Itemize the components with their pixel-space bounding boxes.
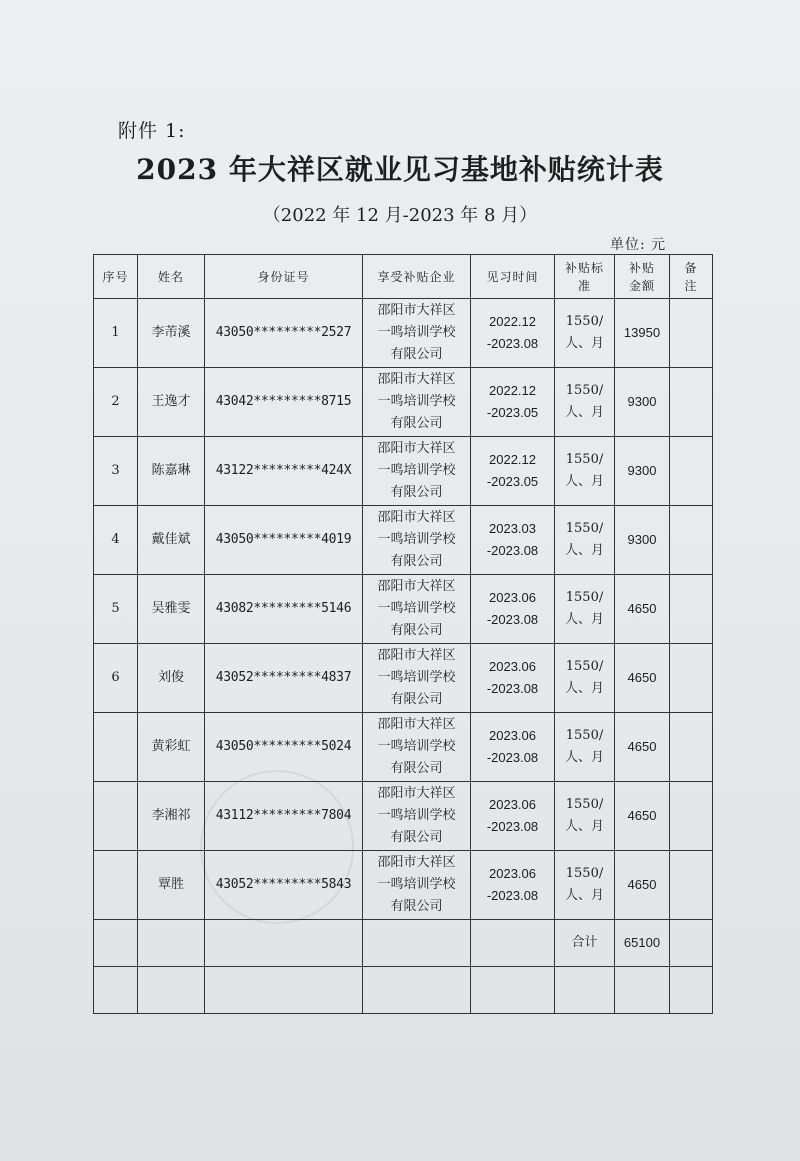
header-amount-line2: 金额 [628,278,655,293]
cell-company [363,851,471,920]
company-line1: 邵阳市大祥区 [377,648,456,663]
blank-row [94,967,713,1014]
period-start: 2022.12 [489,383,536,398]
cell-name: 王逸才 [138,368,205,437]
period-start: 2023.03 [489,521,536,536]
cell-remark [670,782,713,851]
period-end: -2023.08 [486,681,539,696]
cell-remark [670,644,713,713]
cell-standard [555,782,615,851]
standard-line2: 人、月 [564,336,604,351]
cell-seq [94,851,138,920]
table-row [94,299,713,368]
period-end: -2023.08 [486,543,539,558]
company-line2: 一鸣培训学校 [377,463,456,478]
cell-amount: 9300 [615,368,670,437]
cell-company [363,506,471,575]
company-line2: 一鸣培训学校 [377,739,456,754]
cell-company [363,713,471,782]
header-standard [555,255,615,299]
standard-line2: 人、月 [564,612,604,627]
document-subtitle: （2022 年 12 月-2023 年 8 月） [262,205,538,226]
cell-remark [670,575,713,644]
cell-empty [363,920,471,967]
cell-empty [205,920,363,967]
cell-name: 陈嘉琳 [138,437,205,506]
cell-empty [138,920,205,967]
header-amount [615,255,670,299]
cell-standard [555,713,615,782]
header-remark [670,255,713,299]
cell-amount: 13950 [615,299,670,368]
period-start: 2023.06 [489,728,536,743]
cell-standard [555,299,615,368]
cell-amount: 4650 [615,644,670,713]
cell-standard [555,644,615,713]
cell-id: 43050*********4019 [205,506,363,575]
standard-line2: 人、月 [564,543,604,558]
cell-period [471,782,555,851]
company-line1: 邵阳市大祥区 [377,717,456,732]
company-line2: 一鸣培训学校 [377,394,456,409]
cell-remark [670,368,713,437]
cell-remark [670,713,713,782]
total-row [94,920,713,967]
cell-id: 43052*********4837 [205,644,363,713]
header-name: 姓名 [138,255,205,299]
cell-amount: 4650 [615,713,670,782]
cell-amount: 4650 [615,851,670,920]
cell-company [363,299,471,368]
company-line1: 邵阳市大祥区 [377,786,456,801]
company-line3: 有限公司 [390,830,443,845]
company-line3: 有限公司 [390,899,443,914]
standard-line1: 1550/ [565,452,604,467]
header-remark-line2: 注 [684,278,698,293]
cell-empty [138,967,205,1014]
company-line2: 一鸣培训学校 [377,325,456,340]
standard-line2: 人、月 [564,405,604,420]
company-line2: 一鸣培训学校 [377,532,456,547]
cell-standard [555,437,615,506]
cell-empty [94,920,138,967]
cell-empty [471,920,555,967]
cell-standard [555,575,615,644]
cell-standard [555,368,615,437]
cell-standard [555,851,615,920]
cell-period [471,299,555,368]
period-start: 2022.12 [489,314,536,329]
standard-line2: 人、月 [564,819,604,834]
attachment-label: 附件 1: [118,120,186,142]
total-label: 合计 [555,920,615,967]
total-value: 65100 [615,920,670,967]
cell-id: 43042*********8715 [205,368,363,437]
company-line1: 邵阳市大祥区 [377,441,456,456]
cell-amount: 4650 [615,782,670,851]
period-start: 2022.12 [489,452,536,467]
cell-period [471,713,555,782]
cell-name: 吴雅雯 [138,575,205,644]
table-row [94,506,713,575]
header-company: 享受补贴企业 [363,255,471,299]
company-line1: 邵阳市大祥区 [377,510,456,525]
header-period: 见习时间 [471,255,555,299]
company-line3: 有限公司 [390,692,443,707]
company-line3: 有限公司 [390,485,443,500]
cell-name: 覃胜 [138,851,205,920]
standard-line1: 1550/ [565,314,604,329]
cell-amount: 9300 [615,506,670,575]
cell-id: 43052*********5843 [205,851,363,920]
cell-id: 43050*********5024 [205,713,363,782]
cell-id: 43050*********2527 [205,299,363,368]
header-standard-line1: 补贴标 [564,260,604,275]
cell-empty [94,967,138,1014]
standard-line1: 1550/ [565,866,604,881]
standard-line1: 1550/ [565,521,604,536]
cell-seq: 5 [94,575,138,644]
standard-line1: 1550/ [565,659,604,674]
cell-remark [670,437,713,506]
cell-period [471,506,555,575]
cell-empty [615,967,670,1014]
period-end: -2023.08 [486,750,539,765]
period-end: -2023.08 [486,336,539,351]
cell-name: 黄彩虹 [138,713,205,782]
company-line3: 有限公司 [390,761,443,776]
company-line3: 有限公司 [390,416,443,431]
standard-line2: 人、月 [564,750,604,765]
cell-empty [363,967,471,1014]
cell-company [363,575,471,644]
cell-remark [670,851,713,920]
standard-line2: 人、月 [564,474,604,489]
company-line1: 邵阳市大祥区 [377,855,456,870]
header-remark-line1: 备 [684,260,698,275]
cell-name: 李芾溪 [138,299,205,368]
table-row [94,851,713,920]
period-start: 2023.06 [489,866,536,881]
cell-name: 李湘祁 [138,782,205,851]
company-line2: 一鸣培训学校 [377,670,456,685]
company-line3: 有限公司 [390,554,443,569]
company-line2: 一鸣培训学校 [377,877,456,892]
table-row [94,368,713,437]
company-line3: 有限公司 [390,623,443,638]
period-start: 2023.06 [489,590,536,605]
company-line3: 有限公司 [390,347,443,362]
cell-company [363,644,471,713]
cell-company [363,782,471,851]
cell-standard [555,506,615,575]
header-standard-line2: 准 [577,278,591,293]
cell-empty [670,920,713,967]
header-id: 身份证号 [205,255,363,299]
table-row [94,575,713,644]
company-line1: 邵阳市大祥区 [377,579,456,594]
cell-amount: 4650 [615,575,670,644]
period-end: -2023.08 [486,612,539,627]
period-end: -2023.08 [486,888,539,903]
standard-line1: 1550/ [565,797,604,812]
company-line2: 一鸣培训学校 [377,808,456,823]
cell-name: 戴佳斌 [138,506,205,575]
header-amount-line1: 补贴 [628,260,655,275]
cell-empty [205,967,363,1014]
standard-line1: 1550/ [565,383,604,398]
cell-seq: 1 [94,299,138,368]
period-end: -2023.05 [486,405,539,420]
period-start: 2023.06 [489,797,536,812]
cell-seq: 4 [94,506,138,575]
cell-seq [94,782,138,851]
table-header-row [94,255,713,299]
header-seq: 序号 [94,255,138,299]
company-line1: 邵阳市大祥区 [377,303,456,318]
table-row [94,782,713,851]
cell-remark [670,299,713,368]
cell-company [363,437,471,506]
cell-seq: 2 [94,368,138,437]
cell-id: 43112*********7804 [205,782,363,851]
cell-amount: 9300 [615,437,670,506]
cell-name: 刘俊 [138,644,205,713]
cell-id: 43122*********424X [205,437,363,506]
cell-period [471,575,555,644]
cell-empty [670,967,713,1014]
cell-empty [471,967,555,1014]
table-row [94,713,713,782]
cell-period [471,851,555,920]
unit-label: 单位: 元 [610,237,667,253]
document-title: 2023 年大祥区就业见习基地补贴统计表 [136,153,664,186]
cell-company [363,368,471,437]
period-end: -2023.05 [486,474,539,489]
cell-seq: 3 [94,437,138,506]
company-line2: 一鸣培训学校 [377,601,456,616]
cell-period [471,644,555,713]
cell-remark [670,506,713,575]
cell-id: 43082*********5146 [205,575,363,644]
subsidy-table [93,254,713,1014]
cell-period [471,437,555,506]
standard-line1: 1550/ [565,728,604,743]
cell-period [471,368,555,437]
cell-seq [94,713,138,782]
standard-line1: 1550/ [565,590,604,605]
table-row [94,644,713,713]
cell-seq: 6 [94,644,138,713]
standard-line2: 人、月 [564,681,604,696]
standard-line2: 人、月 [564,888,604,903]
cell-empty [555,967,615,1014]
period-end: -2023.08 [486,819,539,834]
period-start: 2023.06 [489,659,536,674]
company-line1: 邵阳市大祥区 [377,372,456,387]
table-row [94,437,713,506]
